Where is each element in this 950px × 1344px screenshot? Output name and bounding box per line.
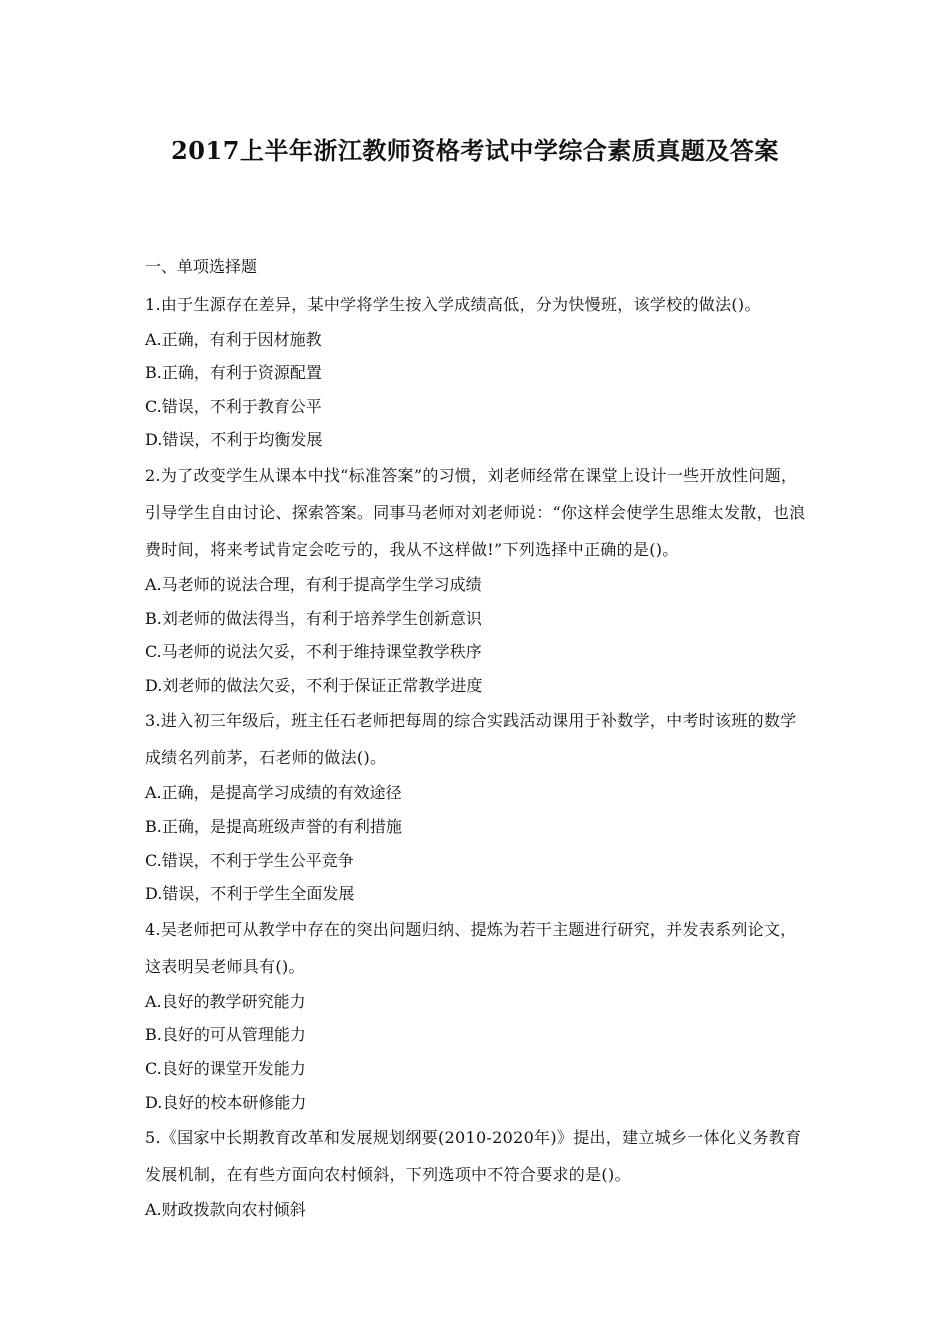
option-b: B.良好的可从管理能力: [145, 1025, 306, 1045]
document-title: 2017上半年浙江教师资格考试中学综合素质真题及答案: [171, 136, 779, 165]
option-c: C.错误，不利于教育公平: [145, 396, 322, 416]
section-heading: 一、单项选择题: [145, 257, 258, 276]
document-body: [145, 250, 810, 1227]
question-4: [145, 911, 810, 1119]
question-stem: 2.为了改变学生从课本中找“标准答案”的习惯，刘老师经常在课堂上设计一些开放性问题，引导学生自由讨论、探索答案。同事马老师对刘老师说：“你这样会使学生思维太发散，也浪费时间，将来考试肯定会吃亏的，我从不这样做!”下列选择中正确的是()。: [145, 465, 806, 559]
option-c: C.错误，不利于学生公平竞争: [145, 850, 354, 870]
option-c: C.良好的课堂开发能力: [145, 1058, 306, 1078]
question-stem: 3.进入初三年级后，班主任石老师把每周的综合实践活动课用于补数学，中考时该班的数学成绩名列前茅，石老师的做法()。: [145, 711, 797, 768]
question-3: [145, 702, 810, 910]
option-a: A.正确，是提高学习成绩的有效途径: [145, 783, 402, 803]
option-a: A.财政拨款向农村倾斜: [145, 1200, 306, 1220]
option-a: A.马老师的说法合理，有利于提高学生学习成绩: [145, 574, 482, 594]
question-stem: 5.《国家中长期教育改革和发展规划纲要(2010-2020年)》提出，建立城乡一体化义务教育发展机制，在有些方面向农村倾斜，下列选项中不符合要求的是()。: [145, 1128, 802, 1185]
option-b: B.刘老师的做法得当，有利于培养学生创新意识: [145, 608, 482, 628]
question-stem: 1.由于生源存在差异，某中学将学生按入学成绩高低，分为快慢班，该学校的做法()。: [145, 294, 761, 314]
question-5: [145, 1119, 810, 1227]
option-d: D.错误，不利于均衡发展: [145, 430, 323, 450]
option-b: B.正确，有利于资源配置: [145, 363, 322, 383]
option-d: D.错误，不利于学生全面发展: [145, 884, 355, 904]
option-d: D.良好的校本研修能力: [145, 1092, 307, 1112]
option-c: C.马老师的说法欠妥，不利于维持课堂教学秩序: [145, 642, 482, 662]
question-stem: 4.吴老师把可从教学中存在的突出问题归纳、提炼为若干主题进行研究，并发表系列论文，这表明吴老师具有()。: [145, 919, 797, 976]
option-a: A.正确，有利于因材施教: [145, 329, 322, 349]
option-d: D.刘老师的做法欠妥，不利于保证正常教学进度: [145, 675, 483, 695]
option-b: B.正确，是提高班级声誉的有利措施: [145, 816, 402, 836]
question-1: [145, 286, 810, 457]
option-a: A.良好的教学研究能力: [145, 991, 306, 1011]
question-2: [145, 457, 810, 702]
